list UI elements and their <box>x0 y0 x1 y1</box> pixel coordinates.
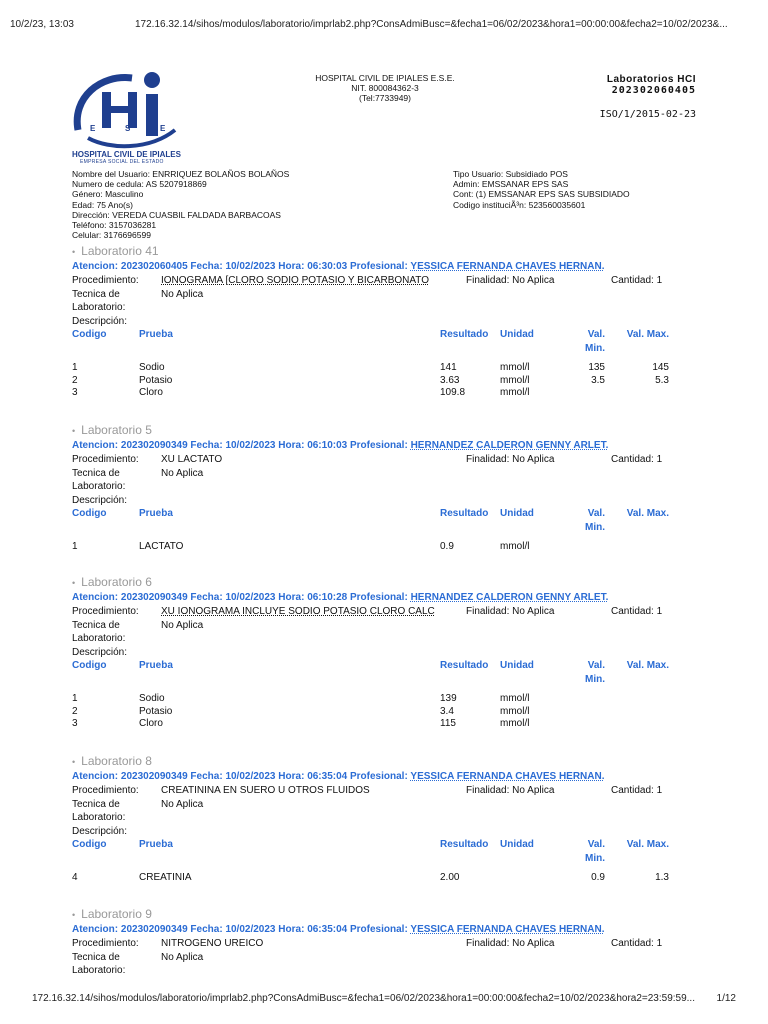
profesional-link[interactable]: YESSICA FERNANDA CHAVES HERNAN. <box>410 924 605 935</box>
cantidad <box>611 274 662 288</box>
tecnica-value: No Aplica <box>161 798 204 810</box>
cell-val-min: 0.9 <box>591 872 605 883</box>
column-header-resultado: Resultado <box>440 660 489 671</box>
tecnica-row-2 <box>72 480 672 494</box>
descripcion-label: Descripción: <box>72 825 128 837</box>
cell-codigo: 1 <box>72 362 78 373</box>
bullet-icon: • <box>72 247 76 257</box>
cell-resultado: 109.8 <box>440 387 466 398</box>
cell-codigo: 2 <box>72 374 78 386</box>
report-header <box>600 74 696 120</box>
tecnica-value: No Aplica <box>161 619 204 631</box>
procedimiento-value[interactable]: XU IONOGRAMA INCLUYE SODIO POTASIO CLORO CALC <box>161 606 435 617</box>
tecnica-row <box>72 951 672 965</box>
atencion-value: 202302090349 <box>120 440 188 451</box>
cell-codigo: 1 <box>72 541 78 552</box>
cantidad-label: Cantidad: <box>611 938 654 949</box>
print-url: 172.16.32.14/sihos/modulos/laboratorio/imprlab2.php?ConsAdmiBusc=&fecha1=06/02/2023&hora1=00:00:00&fecha2=10/02/2023&... <box>135 19 728 30</box>
info-line: Admin: EMSSANAR EPS SAS <box>453 179 569 190</box>
cell-unidad: mmol/l <box>500 374 530 386</box>
descripcion-label: Descripción: <box>72 646 128 658</box>
lab-section <box>72 242 672 400</box>
cell-unidad: mmol/l <box>500 718 530 729</box>
cell-val-max: 1.3 <box>655 872 669 883</box>
cell-val-max: 5.3 <box>655 374 669 386</box>
info-line: Tipo Usuario: Subsidiado POS <box>453 169 568 179</box>
results-table-header <box>72 507 672 533</box>
procedure-row <box>72 605 672 619</box>
cell-codigo: 3 <box>72 718 78 729</box>
table-row <box>72 362 672 375</box>
cell-unidad: mmol/l <box>500 705 530 717</box>
fecha-value: 10/02/2023 <box>225 261 276 272</box>
column-header-val-min: Val. Min. <box>585 660 605 685</box>
descripcion-label: Descripción: <box>72 494 128 506</box>
cell-prueba: Sodio <box>139 693 165 704</box>
cell-prueba: LACTATO <box>139 541 184 552</box>
cell-unidad: mmol/l <box>500 387 530 398</box>
bullet-icon: • <box>72 910 76 920</box>
cantidad <box>611 784 662 798</box>
tecnica-row-2 <box>72 632 672 646</box>
atencion-value: 202302060405 <box>120 261 188 272</box>
page-number: 1/12 <box>716 993 736 1004</box>
procedure-row <box>72 453 672 467</box>
atencion-label: Atencion: <box>72 440 119 451</box>
report-title: Laboratorios HCI <box>606 74 696 85</box>
cantidad-label: Cantidad: <box>611 785 654 796</box>
column-header-resultado: Resultado <box>440 839 489 850</box>
profesional-link[interactable]: YESSICA FERNANDA CHAVES HERNAN. <box>410 261 605 272</box>
lab-title <box>72 573 672 591</box>
report-iso: ISO/1/2015-02-23 <box>599 109 696 120</box>
results-table-body <box>72 693 672 731</box>
column-header-codigo: Codigo <box>72 839 107 850</box>
attention-line <box>72 439 672 453</box>
cell-resultado: 0.9 <box>440 541 454 552</box>
descripcion-row <box>72 494 672 508</box>
attention-line <box>72 770 672 784</box>
atencion-label: Atencion: <box>72 771 119 782</box>
bullet-icon: • <box>72 578 76 588</box>
cell-codigo: 4 <box>72 872 78 883</box>
table-row <box>72 718 672 731</box>
table-row <box>72 541 672 554</box>
finalidad <box>466 605 554 619</box>
tecnica-label: Tecnica de <box>72 798 120 810</box>
profesional-link[interactable]: YESSICA FERNANDA CHAVES HERNAN. <box>410 771 605 782</box>
finalidad-label: Finalidad: <box>466 785 510 796</box>
footer-url: 172.16.32.14/sihos/modulos/laboratorio/imprlab2.php?ConsAdmiBusc=&fecha1=06/02/2023&hora1=00:00:00&fecha2=10/02/2023&hora2=23:59:59... <box>32 993 695 1004</box>
column-header-unidad: Unidad <box>500 329 534 340</box>
info-line: Celular: 3176696599 <box>72 230 151 241</box>
tecnica-row <box>72 467 672 481</box>
column-header-prueba: Prueba <box>139 839 173 850</box>
cantidad-value: 1 <box>656 785 663 796</box>
lab-title-text: Laboratorio 9 <box>81 907 152 921</box>
lab-title-text: Laboratorio 41 <box>81 244 159 258</box>
results-table-header <box>72 328 672 354</box>
procedimiento-label: Procedimiento: <box>72 275 139 286</box>
procedure-row <box>72 274 672 288</box>
fecha-label: Fecha: <box>190 924 223 935</box>
logo-subtitle: EMPRESA SOCIAL DEL ESTADO <box>80 159 164 165</box>
table-row <box>72 387 672 400</box>
cell-resultado: 141 <box>440 362 457 373</box>
finalidad-value: No Aplica <box>512 938 555 949</box>
tecnica-label: Tecnica de <box>72 467 120 479</box>
cell-prueba: Cloro <box>139 387 163 398</box>
tecnica-row-2 <box>72 301 672 315</box>
procedimiento-label: Procedimiento: <box>72 606 139 617</box>
results-table-header <box>72 838 672 864</box>
cantidad-value: 1 <box>656 606 663 617</box>
info-line: Género: Masculino <box>72 189 144 200</box>
hora-value: 06:10:28 <box>307 592 348 603</box>
cantidad-label: Cantidad: <box>611 606 654 617</box>
finalidad <box>466 784 554 798</box>
table-row <box>72 706 672 719</box>
cantidad <box>611 453 662 467</box>
atencion-value: 202302090349 <box>120 771 188 782</box>
tecnica-label-2: Laboratorio: <box>72 302 126 313</box>
lab-title-text: Laboratorio 6 <box>81 575 152 589</box>
cell-resultado: 115 <box>440 718 456 729</box>
descripcion-row <box>72 315 672 329</box>
column-header-unidad: Unidad <box>500 660 534 671</box>
column-header-val-min: Val. Min. <box>585 329 605 354</box>
cantidad-value: 1 <box>656 938 663 949</box>
procedimiento-value[interactable]: IONOGRAMA [CLORO SODIO POTASIO Y BICARBONATO <box>161 275 430 286</box>
hospital-nit: NIT. 800084362-3 <box>351 83 419 93</box>
logo-letter: S <box>125 124 131 133</box>
hospital-header <box>290 73 480 103</box>
hora-label: Hora: <box>278 771 305 782</box>
tecnica-row <box>72 288 672 302</box>
hora-label: Hora: <box>278 924 305 935</box>
cell-unidad: mmol/l <box>500 362 530 373</box>
lab-title <box>72 421 672 439</box>
atencion-label: Atencion: <box>72 261 119 272</box>
tecnica-label: Tecnica de <box>72 619 120 631</box>
profesional-label: Profesional: <box>350 771 408 782</box>
tecnica-row-2 <box>72 811 672 825</box>
lab-section <box>72 573 672 731</box>
results-table-header <box>72 659 672 685</box>
fecha-label: Fecha: <box>190 592 223 603</box>
tecnica-label-2: Laboratorio: <box>72 812 126 823</box>
cell-val-max: 145 <box>652 362 669 373</box>
column-header-val-min: Val. Min. <box>585 508 605 533</box>
lab-section <box>72 421 672 554</box>
hospital-name: HOSPITAL CIVIL DE IPIALES E.S.E. <box>315 73 455 83</box>
lab-section <box>72 905 672 978</box>
column-header-val-max: Val. Max. <box>626 839 669 850</box>
cell-prueba: Sodio <box>139 362 165 373</box>
finalidad-label: Finalidad: <box>466 454 510 465</box>
report-number: 202302060405 <box>611 85 696 96</box>
logo-name: HOSPITAL CIVIL DE IPIALES <box>72 150 181 159</box>
profesional-link[interactable]: HERNANDEZ CALDERON GENNY ARLET. <box>410 440 609 451</box>
info-line: Nombre del Usuario: ENRRIQUEZ BOLAÑOS BOLAÑOS <box>72 169 290 179</box>
cell-unidad: mmol/l <box>500 693 530 704</box>
lab-section <box>72 752 672 885</box>
finalidad-value: No Aplica <box>512 606 555 617</box>
finalidad-value: No Aplica <box>512 275 555 286</box>
cell-val-min: 135 <box>588 362 605 373</box>
attention-line <box>72 923 672 937</box>
bullet-icon: • <box>72 757 76 767</box>
column-header-codigo: Codigo <box>72 329 107 340</box>
tecnica-label-2: Laboratorio: <box>72 633 126 644</box>
logo-letter: E <box>160 124 166 133</box>
info-line: Teléfono: 3157036281 <box>72 220 157 231</box>
patient-info <box>72 169 289 240</box>
cantidad-value: 1 <box>656 275 663 286</box>
lab-title <box>72 752 672 770</box>
tecnica-value: No Aplica <box>161 467 204 479</box>
finalidad <box>466 274 554 288</box>
column-header-resultado: Resultado <box>440 508 489 519</box>
atencion-value: 202302090349 <box>120 924 188 935</box>
tecnica-row-2 <box>72 964 672 978</box>
cell-prueba: Potasio <box>139 374 173 386</box>
column-header-prueba: Prueba <box>139 508 173 519</box>
column-header-val-max: Val. Max. <box>626 329 669 340</box>
column-header-codigo: Codigo <box>72 660 107 671</box>
cantidad <box>611 605 662 619</box>
fecha-value: 10/02/2023 <box>225 924 276 935</box>
finalidad-value: No Aplica <box>512 454 555 465</box>
procedimiento-value: XU LACTATO <box>161 454 223 465</box>
bullet-icon: • <box>72 426 76 436</box>
hora-value: 06:30:03 <box>307 261 348 272</box>
results-table-body <box>72 541 672 554</box>
cell-prueba: Cloro <box>139 718 163 729</box>
results-table-body <box>72 872 672 885</box>
cell-resultado: 3.63 <box>440 374 460 386</box>
cell-unidad: mmol/l <box>500 541 530 552</box>
attention-line <box>72 591 672 605</box>
procedure-row <box>72 937 672 951</box>
column-header-val-max: Val. Max. <box>626 660 669 671</box>
logo-letter: E <box>90 124 96 133</box>
procedure-row <box>72 784 672 798</box>
column-header-unidad: Unidad <box>500 508 534 519</box>
insurance-info <box>453 169 630 210</box>
procedimiento-label: Procedimiento: <box>72 938 139 949</box>
column-header-unidad: Unidad <box>500 839 534 850</box>
fecha-label: Fecha: <box>190 261 223 272</box>
fecha-value: 10/02/2023 <box>225 771 276 782</box>
finalidad-label: Finalidad: <box>466 938 510 949</box>
hora-value: 06:35:04 <box>307 771 348 782</box>
profesional-label: Profesional: <box>350 261 408 272</box>
hora-value: 06:35:04 <box>307 924 348 935</box>
column-header-prueba: Prueba <box>139 660 173 671</box>
profesional-link[interactable]: HERNANDEZ CALDERON GENNY ARLET. <box>410 592 609 603</box>
cell-resultado: 139 <box>440 693 457 704</box>
info-line: Edad: 75 Ano(s) <box>72 199 133 210</box>
tecnica-label-2: Laboratorio: <box>72 965 126 976</box>
fecha-value: 10/02/2023 <box>225 592 276 603</box>
info-line: Cont: (1) EMSSANAR EPS SAS SUBSIDIADO <box>453 189 630 200</box>
cell-codigo: 2 <box>72 705 78 717</box>
cell-resultado: 2.00 <box>440 872 460 883</box>
cell-resultado: 3.4 <box>440 705 454 717</box>
results-table-body <box>72 362 672 400</box>
cantidad-value: 1 <box>656 454 663 465</box>
procedimiento-value: CREATININA EN SUERO U OTROS FLUIDOS <box>161 785 370 796</box>
hora-value: 06:10:03 <box>307 440 348 451</box>
info-line: Codigo instituciÃ³n: 523560035601 <box>453 199 586 210</box>
fecha-label: Fecha: <box>190 771 223 782</box>
procedimiento-label: Procedimiento: <box>72 454 139 465</box>
descripcion-row <box>72 825 672 839</box>
cell-prueba: CREATINIA <box>139 872 192 883</box>
table-row <box>72 872 672 885</box>
info-line: Numero de cedula: AS 5207918869 <box>72 179 207 190</box>
column-header-prueba: Prueba <box>139 329 173 340</box>
hospital-tel: (Tel:7733949) <box>359 93 411 103</box>
finalidad-value: No Aplica <box>512 785 555 796</box>
hora-label: Hora: <box>278 261 305 272</box>
cell-codigo: 1 <box>72 693 78 704</box>
fecha-value: 10/02/2023 <box>225 440 276 451</box>
tecnica-label-2: Laboratorio: <box>72 481 126 492</box>
table-row <box>72 375 672 388</box>
info-line: Dirección: VEREDA CUASBIL FALDADA BARBACOAS <box>72 209 281 220</box>
profesional-label: Profesional: <box>350 592 408 603</box>
lab-title-text: Laboratorio 5 <box>81 423 152 437</box>
procedimiento-value: NITROGENO UREICO <box>161 938 264 949</box>
cell-codigo: 3 <box>72 387 78 398</box>
finalidad-label: Finalidad: <box>466 606 510 617</box>
profesional-label: Profesional: <box>350 924 408 935</box>
lab-title <box>72 905 672 923</box>
tecnica-row <box>72 619 672 633</box>
lab-title <box>72 242 672 260</box>
print-date: 10/2/23, 13:03 <box>10 19 74 30</box>
tecnica-value: No Aplica <box>161 951 204 963</box>
fecha-label: Fecha: <box>190 440 223 451</box>
cell-prueba: Potasio <box>139 705 173 717</box>
descripcion-label: Descripción: <box>72 315 128 327</box>
cantidad-label: Cantidad: <box>611 454 654 465</box>
atencion-value: 202302090349 <box>120 592 188 603</box>
table-row <box>72 693 672 706</box>
finalidad <box>466 453 554 467</box>
tecnica-row <box>72 798 672 812</box>
column-header-val-max: Val. Max. <box>626 508 669 519</box>
hora-label: Hora: <box>278 592 305 603</box>
cantidad <box>611 937 662 951</box>
attention-line <box>72 260 672 274</box>
cantidad-label: Cantidad: <box>611 275 654 286</box>
finalidad <box>466 937 554 951</box>
procedimiento-label: Procedimiento: <box>72 785 139 796</box>
column-header-val-min: Val. Min. <box>585 839 605 864</box>
profesional-label: Profesional: <box>350 440 408 451</box>
atencion-label: Atencion: <box>72 592 119 603</box>
column-header-resultado: Resultado <box>440 329 489 340</box>
lab-title-text: Laboratorio 8 <box>81 754 152 768</box>
descripcion-row <box>72 646 672 660</box>
hora-label: Hora: <box>278 440 305 451</box>
tecnica-value: No Aplica <box>161 288 204 300</box>
column-header-codigo: Codigo <box>72 508 107 519</box>
tecnica-label: Tecnica de <box>72 288 120 300</box>
tecnica-label: Tecnica de <box>72 951 120 963</box>
cell-val-min: 3.5 <box>591 374 605 386</box>
atencion-label: Atencion: <box>72 924 119 935</box>
finalidad-label: Finalidad: <box>466 275 510 286</box>
